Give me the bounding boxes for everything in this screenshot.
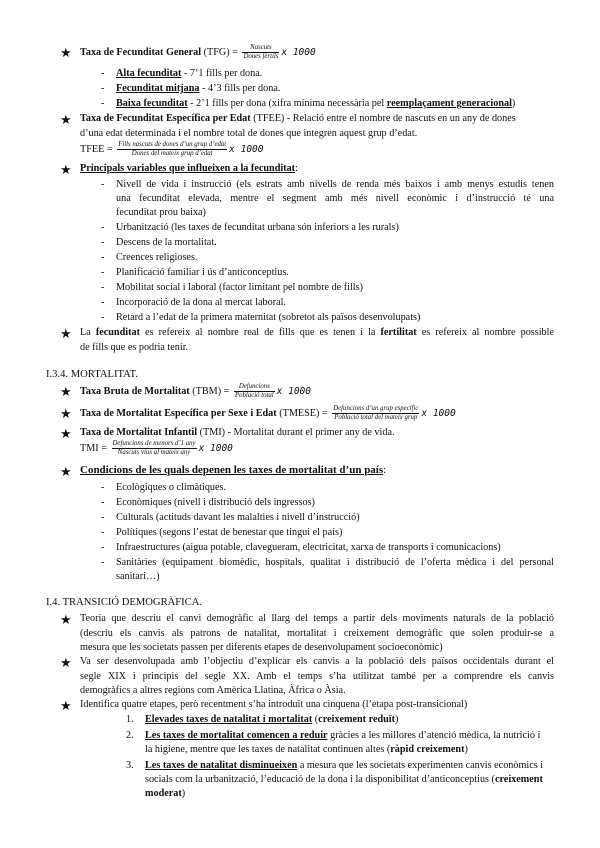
p2-line3: demogràfics a altres regions com Amèrica Llatina, Àfrica o Àsia.: [80, 685, 346, 696]
stage-3-line2-text: socials com la urbanització, l’educació de la dona i la disponibilitat d’anticonceptius (: [145, 774, 495, 785]
condicions-item-cont: sanitari…): [116, 571, 160, 582]
tmese-denominator: Població total del mateix grup: [334, 414, 418, 421]
tmese-label: Taxa de Mortalitat Específica per Sexe i Edat: [80, 407, 277, 419]
dash-marker: -: [101, 512, 105, 523]
stage-1-text-2: ): [395, 714, 399, 725]
tfg-fraction: [242, 44, 279, 61]
tbm-abbr: (TBM) =: [189, 385, 232, 397]
bullet-star-icon: ★: [60, 162, 72, 177]
dash-marker: -: [101, 222, 105, 233]
condicions-label: Condicions de les quals depenen les taxes de mortalitat d’un país: [80, 464, 384, 476]
principals-colon: :: [295, 163, 298, 174]
bullet-star-icon: ★: [60, 384, 72, 399]
tfee-formula-label: TFEE =: [80, 143, 116, 155]
item-bold: Alta fecunditat: [116, 68, 182, 79]
condicions-heading: [80, 463, 386, 477]
stage-3-line3-end: ): [181, 788, 186, 799]
section-heading-transicio: I.4. TRANSICIÓ DEMOGRÀFICA.: [46, 597, 203, 608]
stage-number: 2.: [126, 730, 134, 741]
tmese-abbr: (TMESE) =: [276, 407, 331, 419]
tfee-text-2: d’una edat determinada i el nombre total de dones que integren aquest grup d’edat.: [80, 128, 418, 139]
item-text: - 7’1 fills per dona.: [181, 68, 263, 79]
p3-line: Identifica quatre etapes, però recentment s’ha introduït una cinquena (l’etapa post-transicional): [80, 699, 468, 710]
tfg-item: [116, 97, 515, 111]
condicions-item: Polítiques (segons l’estat de benestar que tingui el país): [116, 527, 343, 538]
tbm-fraction: [234, 383, 275, 400]
item-text: - 2’1 fills per dona (xifra mínima necessària pel: [187, 98, 387, 109]
tmi-formula-label: TMI =: [80, 442, 110, 454]
stage-2-line2: [145, 743, 468, 757]
tmese-line: [80, 405, 456, 422]
stage-2-text: gràcies a les millores d’atenció mèdica, la nutrició i: [327, 730, 541, 741]
item-text: - 4’3 fills per dona.: [199, 83, 281, 94]
item-text-2: ): [511, 98, 516, 109]
tbm-denominator: Població total: [234, 392, 274, 399]
tmi-formula: [80, 440, 233, 457]
tmi-denominator: Nascuts vius al mateix any: [117, 449, 191, 456]
dash-marker: -: [101, 557, 105, 568]
stage-3-line2: [145, 773, 543, 787]
tmi-label: Taxa de Mortalitat Infantil: [80, 427, 198, 438]
bullet-star-icon: ★: [60, 698, 72, 713]
dash-marker: -: [101, 497, 105, 508]
tfg-numerator: Nascuts: [242, 44, 279, 53]
p1-line3: mesura que les societats passen per diferents etapes de desenvolupament socioeconòmic): [80, 642, 443, 653]
stage-2-line2-bold: ràpid creixement: [390, 744, 465, 755]
tbm-numerator: Defuncions: [234, 383, 275, 392]
tfee-multiplier: x 1000: [229, 143, 264, 155]
bullet-star-icon: ★: [60, 45, 72, 60]
item-bold-2: reemplaçament generacional: [386, 98, 512, 109]
stage-3-line2-bold: creixement: [494, 774, 543, 785]
p1-line2: (descriu els canvis als patrons de natalitat, mortalitat i creixement demogràfic que solen produir-se a: [80, 628, 554, 639]
tfee-formula: [80, 141, 264, 158]
fecunditat-note-line2: de fills que es podria tenir.: [80, 342, 189, 353]
tbm-multiplier: x 1000: [276, 385, 311, 397]
tfg-multiplier: x 1000: [281, 46, 316, 58]
bullet-star-icon: ★: [60, 464, 72, 479]
bullet-star-icon: ★: [60, 112, 72, 127]
condicions-item: Culturals (actituds davant les malalties i nivell d’instrucció): [116, 512, 360, 523]
stage-2-line2-text: la higiene, mentre que les taxes de natalitat continuen altes (: [145, 744, 391, 755]
dash-marker: -: [101, 297, 105, 308]
principals-item-cont: una fecunditat elevada, mentre el segment amb més nivell econòmic i d’instrucció té una: [116, 193, 554, 204]
condicions-item: Ecològiques o climàtiques.: [116, 482, 227, 493]
tfee-text-1: (TFEE) - Relació entre el nombre de nascuts en un any de dones: [250, 113, 516, 124]
note-bold-fertilitat: fertilitat: [380, 327, 417, 338]
tmese-numerator: Defuncions d’un grup específic: [333, 405, 419, 412]
dash-marker: -: [101, 527, 105, 538]
item-bold: Baixa fecunditat: [116, 98, 188, 109]
condicions-item: Infraestructures (aigua potable, clavegueram, electricitat, xarxa de transports i comunicacions): [116, 542, 501, 553]
tmi-line: [80, 426, 395, 440]
principals-item: Descens de la mortalitat.: [116, 237, 217, 248]
dash-marker: -: [101, 252, 105, 263]
principals-item-cont: fecunditat prou baixa): [116, 207, 206, 218]
tmese-fraction: [332, 405, 419, 422]
principals-heading: [80, 162, 298, 176]
dash-marker: -: [101, 237, 105, 248]
tmese-multiplier: x 1000: [421, 407, 456, 419]
bullet-star-icon: ★: [60, 406, 72, 421]
bullet-star-icon: ★: [60, 655, 72, 670]
stage-1: [145, 713, 398, 727]
bullet-star-icon: ★: [60, 326, 72, 341]
note-mid: es refereix al nombre real de fills que es tenen i la: [139, 327, 381, 338]
dash-marker: -: [101, 312, 105, 323]
principals-item: Nivell de vida i instrucció (els estrats amb nivells de renda més baixos i amb menys estudis tenen: [116, 179, 554, 190]
dash-marker: -: [101, 179, 105, 190]
item-bold: Fecunditat mitjana: [116, 83, 200, 94]
tfee-numerator: Fills nascuts de dones d’un grup d’edat: [118, 141, 227, 148]
principals-item: Retard a l’edat de la primera maternitat (sobretot als països desenvolupats): [116, 312, 421, 323]
principals-item: Creences religioses.: [116, 252, 198, 263]
dash-marker: -: [101, 83, 105, 94]
principals-item: Urbanització (les taxes de fecunditat urbana són inferiors a les rurals): [116, 222, 399, 233]
stage-3-text: a mesura que les societats experimenten canvis econòmics i: [297, 760, 544, 771]
dash-marker: -: [101, 482, 105, 493]
p2-line1: Va ser desenvolupada amb l’objectiu d’explicar els canvis a la població dels països occidentals durant el: [80, 656, 554, 667]
stage-2-bold: Les taxes de mortalitat comencen a reduir: [145, 730, 328, 741]
note-bold-fecunditat: fecunditat: [95, 327, 140, 338]
stage-3-line3-bold: moderat: [145, 788, 182, 799]
stage-3: [145, 759, 543, 773]
bullet-star-icon: ★: [60, 612, 72, 627]
dash-marker: -: [101, 98, 105, 109]
principals-label: Principals variables que influeixen a la fecunditat: [80, 163, 296, 174]
note-post: es refereix al nombre possible: [416, 327, 555, 338]
tfee-denominator: Dones del mateix grup d’edat: [131, 150, 213, 157]
dash-marker: -: [101, 542, 105, 553]
condicions-colon: :: [383, 464, 387, 476]
tfg-abbr: (TFG) =: [201, 46, 241, 58]
tbm-line: [80, 383, 311, 400]
stage-number: 1.: [126, 714, 134, 725]
principals-item: Incorporació de la dona al mercat laboral.: [116, 297, 286, 308]
stage-2-line2-end: ): [464, 744, 468, 755]
fecunditat-note: [80, 326, 554, 340]
tmi-fraction: [112, 440, 197, 457]
principals-item: Planificació familiar i ús d’anticonceptius.: [116, 267, 289, 278]
stage-2: [145, 729, 540, 743]
condicions-item: Sanitàries (equipament biomèdic, hospitals, qualitat i distribució de l’oferta mèdica i del personal: [116, 557, 554, 568]
section-heading-mortalitat: I.3.4. MORTALITAT.: [46, 369, 138, 380]
tfg-denominator: Dones fèrtils: [243, 53, 279, 60]
stage-1-bold: Elevades taxes de natalitat i mortalitat: [145, 714, 313, 725]
dash-marker: -: [101, 267, 105, 278]
tfg-item: [116, 67, 262, 81]
tmi-text: (TMI) - Mortalitat durant el primer any de vida.: [197, 427, 395, 438]
tfee-line: [80, 112, 516, 126]
tfg-label: Taxa de Fecunditat General: [80, 46, 202, 58]
tfg-item: [116, 82, 280, 96]
bullet-star-icon: ★: [60, 426, 72, 441]
tfee-fraction: [117, 141, 227, 158]
tbm-label: Taxa Bruta de Mortalitat: [80, 385, 190, 397]
tfee-label: Taxa de Fecunditat Específica per Edat: [80, 113, 251, 124]
stage-3-bold: Les taxes de natalitat disminueixen: [145, 760, 298, 771]
dash-marker: -: [101, 282, 105, 293]
stage-1-text: (: [312, 714, 319, 725]
tmi-multiplier: x 1000: [198, 442, 233, 454]
stage-3-line3: [145, 787, 185, 801]
tfg-line: [80, 44, 316, 61]
tmi-numerator: Defuncions de menors d’1 any: [112, 440, 196, 447]
principals-item: Mobilitat social i laboral (factor limitant pel nombre de fills): [116, 282, 363, 293]
p1-line1: Teoria que descriu el canvi demogràfic al llarg del temps a partir dels moviments naturals de la població: [80, 613, 554, 624]
stage-number: 3.: [126, 760, 134, 771]
condicions-item: Econòmiques (nivell i distribució dels ingressos): [116, 497, 315, 508]
dash-marker: -: [101, 68, 105, 79]
p2-line2: segle XIX i principis del segle XX. Amb el temps s’ha utilitzat també per a comprendre els canvis: [80, 671, 554, 682]
stage-1-bold-2: creixement reduït: [318, 714, 396, 725]
note-pre: La: [80, 327, 96, 338]
